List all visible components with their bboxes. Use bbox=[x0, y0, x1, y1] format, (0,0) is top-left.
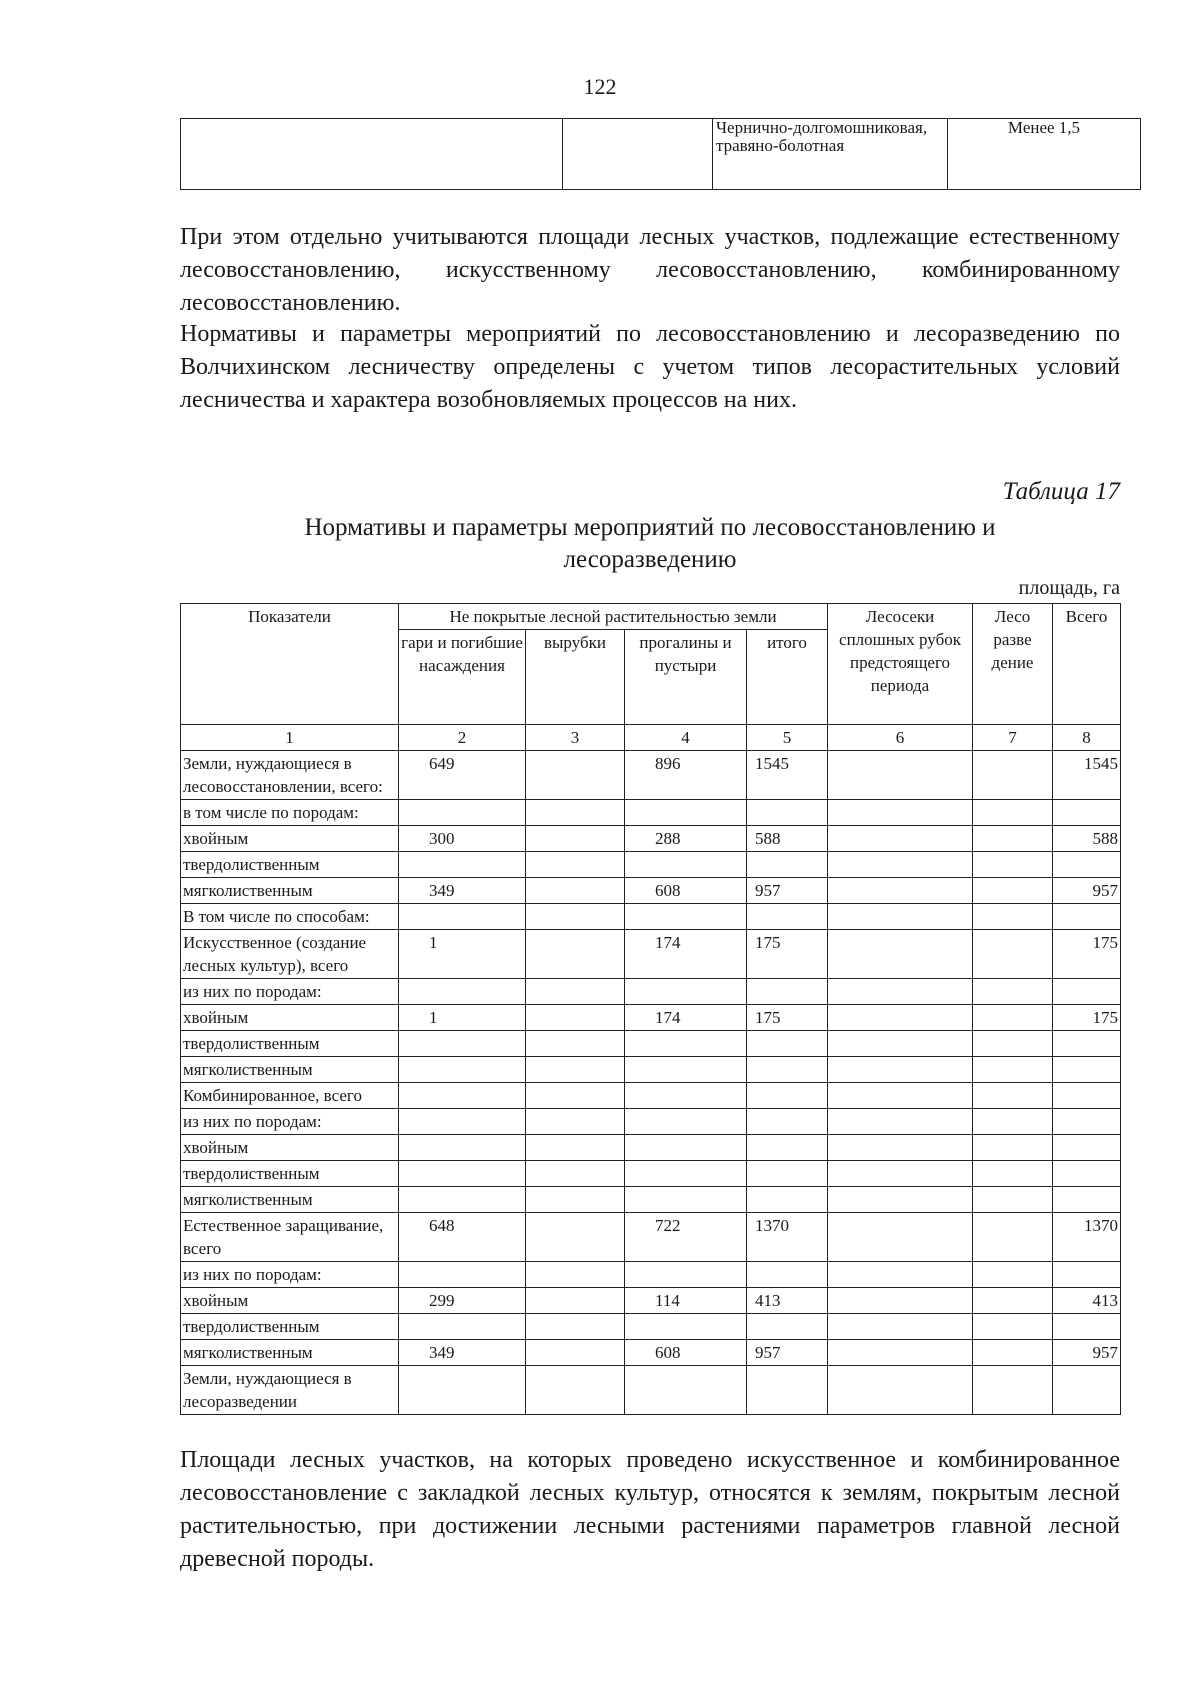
row-label: из них по породам: bbox=[181, 1262, 399, 1288]
header-not-covered: Не покрытые лесной растительностью земли bbox=[399, 604, 828, 630]
table-cell bbox=[747, 1161, 828, 1187]
table-cell: 1 bbox=[399, 1005, 526, 1031]
table-cell: 957 bbox=[747, 1340, 828, 1366]
header-clearcuts: Лесосеки сплошных рубок предстоящего периода bbox=[828, 604, 973, 725]
table-cell bbox=[973, 930, 1053, 979]
table-cell bbox=[526, 852, 625, 878]
table-cell bbox=[747, 979, 828, 1005]
row-label: хвойным bbox=[181, 1005, 399, 1031]
table-cell bbox=[1053, 1161, 1121, 1187]
table-cell bbox=[973, 852, 1053, 878]
table-cell bbox=[973, 979, 1053, 1005]
row-label: хвойным bbox=[181, 1288, 399, 1314]
table-row bbox=[181, 1262, 1121, 1288]
table-row bbox=[181, 1083, 1121, 1109]
table-cell bbox=[828, 1288, 973, 1314]
table-cell: 588 bbox=[747, 826, 828, 852]
table-cell: 649 bbox=[399, 751, 526, 800]
row-label: В том числе по способам: bbox=[181, 904, 399, 930]
table-cell bbox=[747, 1366, 828, 1415]
table-cell bbox=[747, 904, 828, 930]
table-cell: 1 bbox=[399, 930, 526, 979]
table-cell: 175 bbox=[747, 930, 828, 979]
table-cell: 957 bbox=[1053, 878, 1121, 904]
table-cell bbox=[973, 1031, 1053, 1057]
table-cell bbox=[747, 1187, 828, 1213]
table-cell: 174 bbox=[625, 1005, 747, 1031]
table-cell: 1370 bbox=[1053, 1213, 1121, 1262]
forest-type-cell: Чернично-долгомошниковая, травяно-болотная bbox=[713, 119, 948, 190]
table-cell bbox=[399, 1109, 526, 1135]
column-number: 3 bbox=[526, 725, 625, 751]
column-number: 6 bbox=[828, 725, 973, 751]
header-cuttings: вырубки bbox=[526, 630, 625, 725]
table-cell: 722 bbox=[625, 1213, 747, 1262]
table-cell bbox=[747, 852, 828, 878]
table-cell bbox=[973, 1262, 1053, 1288]
table-cell bbox=[399, 1262, 526, 1288]
table-cell bbox=[625, 979, 747, 1005]
table-cell bbox=[828, 1314, 973, 1340]
table-cell bbox=[399, 800, 526, 826]
table-cell bbox=[625, 1083, 747, 1109]
table-cell bbox=[1053, 1314, 1121, 1340]
table-cell bbox=[828, 1213, 973, 1262]
table-cell bbox=[1053, 800, 1121, 826]
table-row bbox=[181, 119, 1141, 190]
row-label: мягколиственным bbox=[181, 1187, 399, 1213]
table-cell bbox=[399, 1057, 526, 1083]
table-cell: 413 bbox=[1053, 1288, 1121, 1314]
table-cell: 957 bbox=[1053, 1340, 1121, 1366]
table-row bbox=[181, 904, 1121, 930]
table-cell bbox=[973, 1340, 1053, 1366]
table-cell bbox=[625, 1262, 747, 1288]
row-label: твердолиственным bbox=[181, 1031, 399, 1057]
table-cell bbox=[1053, 904, 1121, 930]
table-cell bbox=[828, 751, 973, 800]
table-cell bbox=[973, 1213, 1053, 1262]
row-label: твердолиственным bbox=[181, 1161, 399, 1187]
value-cell: Менее 1,5 bbox=[948, 119, 1141, 190]
table-cell bbox=[828, 1109, 973, 1135]
table-row bbox=[181, 826, 1121, 852]
table-cell bbox=[973, 800, 1053, 826]
table-cell bbox=[973, 1005, 1053, 1031]
table-cell bbox=[526, 1366, 625, 1415]
table-cell bbox=[625, 1057, 747, 1083]
table-cell bbox=[973, 1135, 1053, 1161]
table-cell bbox=[526, 1031, 625, 1057]
table-cell bbox=[828, 1187, 973, 1213]
row-label: Естественное заращивание, всего bbox=[181, 1213, 399, 1262]
table-row bbox=[181, 1366, 1121, 1415]
table-cell bbox=[973, 1109, 1053, 1135]
table-row bbox=[181, 1109, 1121, 1135]
table-cell: 957 bbox=[747, 878, 828, 904]
table-cell: 114 bbox=[625, 1288, 747, 1314]
table-cell bbox=[747, 1109, 828, 1135]
table-cell bbox=[399, 852, 526, 878]
table-cell: 608 bbox=[625, 878, 747, 904]
table-cell bbox=[828, 826, 973, 852]
table-cell: 175 bbox=[1053, 930, 1121, 979]
table-cell: 349 bbox=[399, 1340, 526, 1366]
table-cell: 413 bbox=[747, 1288, 828, 1314]
table-cell: 299 bbox=[399, 1288, 526, 1314]
table-cell bbox=[399, 1031, 526, 1057]
table-cell bbox=[526, 826, 625, 852]
table-cell bbox=[399, 1187, 526, 1213]
table-cell bbox=[747, 1083, 828, 1109]
table-cell bbox=[1053, 1057, 1121, 1083]
forest-restoration-table bbox=[180, 603, 1121, 1415]
table-cell bbox=[973, 1187, 1053, 1213]
table-row bbox=[181, 1057, 1121, 1083]
column-number: 8 bbox=[1053, 725, 1121, 751]
table-row bbox=[181, 852, 1121, 878]
table-cell bbox=[181, 119, 563, 190]
header-row bbox=[181, 604, 1121, 630]
table-cell bbox=[526, 1213, 625, 1262]
table-cell bbox=[526, 1314, 625, 1340]
paragraph-2: Нормативы и параметры мероприятий по лесовосстановлению и лесоразведению по Волчихинском лесничеству определены с учетом типов лесорастительных условий лесничества и характера возобновляемых процессов на них. bbox=[180, 321, 1120, 413]
table-cell bbox=[526, 1262, 625, 1288]
table-cell bbox=[526, 904, 625, 930]
table-cell bbox=[973, 1288, 1053, 1314]
table-number: Таблица 17 bbox=[1002, 478, 1120, 505]
table-cell: 648 bbox=[399, 1213, 526, 1262]
paragraph-1: При этом отдельно учитываются площади лесных участков, подлежащие естественному лесовосстановлению, искусственному лесовосстановлению, комбинированному лесовосстановлению. bbox=[180, 224, 1120, 316]
column-number: 2 bbox=[399, 725, 526, 751]
table-row bbox=[181, 878, 1121, 904]
row-label: мягколиственным bbox=[181, 1340, 399, 1366]
paragraph-3: Площади лесных участков, на которых проведено искусственное и комбинированное лесовосстановление с закладкой лесных культур, относятся к землям, покрытым лесной растительностью, при достижении лесными растениями параметров главной лесной древесной породы. bbox=[180, 1447, 1120, 1572]
table-cell bbox=[747, 1135, 828, 1161]
table-cell bbox=[526, 1109, 625, 1135]
table-cell bbox=[828, 852, 973, 878]
table-cell bbox=[399, 904, 526, 930]
table-cell bbox=[828, 1031, 973, 1057]
table-row bbox=[181, 930, 1121, 979]
row-label: мягколиственным bbox=[181, 878, 399, 904]
table-cell bbox=[973, 878, 1053, 904]
table-cell bbox=[1053, 1262, 1121, 1288]
table-cell bbox=[828, 1057, 973, 1083]
table-cell bbox=[625, 1135, 747, 1161]
table-cell bbox=[625, 1109, 747, 1135]
table-cell bbox=[828, 1262, 973, 1288]
table-cell bbox=[828, 1005, 973, 1031]
table-cell bbox=[1053, 1187, 1121, 1213]
table-cell bbox=[625, 852, 747, 878]
table-cell bbox=[625, 1161, 747, 1187]
table-cell bbox=[1053, 1366, 1121, 1415]
table-cell bbox=[1053, 1031, 1121, 1057]
row-label: Искусственное (создание лесных культур), всего bbox=[181, 930, 399, 979]
table-cell bbox=[828, 979, 973, 1005]
column-number: 1 bbox=[181, 725, 399, 751]
table-cell bbox=[625, 1187, 747, 1213]
row-label: в том числе по породам: bbox=[181, 800, 399, 826]
table-cell bbox=[973, 1161, 1053, 1187]
row-label: из них по породам: bbox=[181, 1109, 399, 1135]
row-label: твердолиственным bbox=[181, 1314, 399, 1340]
column-number-row bbox=[181, 725, 1121, 751]
table-cell bbox=[828, 1135, 973, 1161]
column-number: 7 bbox=[973, 725, 1053, 751]
table-row bbox=[181, 1135, 1121, 1161]
row-label: из них по породам: bbox=[181, 979, 399, 1005]
table-cell: 175 bbox=[747, 1005, 828, 1031]
header-total: Всего bbox=[1053, 604, 1121, 725]
table-cell bbox=[828, 1340, 973, 1366]
column-number: 5 bbox=[747, 725, 828, 751]
table-cell bbox=[526, 1005, 625, 1031]
table-cell: 175 bbox=[1053, 1005, 1121, 1031]
table-row bbox=[181, 1213, 1121, 1262]
table-cell bbox=[747, 1057, 828, 1083]
table-cell: 896 bbox=[625, 751, 747, 800]
table-cell bbox=[526, 1083, 625, 1109]
table-cell bbox=[526, 1161, 625, 1187]
table-cell bbox=[1053, 1083, 1121, 1109]
table-cell bbox=[625, 904, 747, 930]
table-cell bbox=[828, 878, 973, 904]
table-cell bbox=[526, 1340, 625, 1366]
table-cell bbox=[747, 1262, 828, 1288]
table-cell bbox=[399, 1161, 526, 1187]
table-cell bbox=[526, 930, 625, 979]
table-row bbox=[181, 1314, 1121, 1340]
table-cell bbox=[526, 1135, 625, 1161]
table-cell bbox=[563, 119, 713, 190]
row-label: хвойным bbox=[181, 1135, 399, 1161]
table-cell bbox=[625, 1314, 747, 1340]
table-cell: 1545 bbox=[747, 751, 828, 800]
table-cell bbox=[973, 1057, 1053, 1083]
table-cell bbox=[399, 1135, 526, 1161]
table-cell bbox=[625, 1031, 747, 1057]
table-cell: 349 bbox=[399, 878, 526, 904]
table-cell bbox=[526, 800, 625, 826]
table-row bbox=[181, 1031, 1121, 1057]
table-cell bbox=[828, 1366, 973, 1415]
page-number: 122 bbox=[583, 74, 617, 99]
table-cell bbox=[399, 1366, 526, 1415]
header-indicators: Показатели bbox=[181, 604, 399, 725]
table-cell: 174 bbox=[625, 930, 747, 979]
table-cell bbox=[747, 800, 828, 826]
table-cell: 608 bbox=[625, 1340, 747, 1366]
row-label: мягколиственным bbox=[181, 1057, 399, 1083]
table-cell bbox=[828, 930, 973, 979]
table-cell bbox=[526, 1187, 625, 1213]
table-row bbox=[181, 1340, 1121, 1366]
table-title: Нормативы и параметры мероприятий по лесовосстановлению и лесоразведению bbox=[304, 514, 996, 573]
table-row bbox=[181, 1161, 1121, 1187]
row-label: Земли, нуждающиеся в лесоразведении bbox=[181, 1366, 399, 1415]
row-label: хвойным bbox=[181, 826, 399, 852]
row-label: Земли, нуждающиеся в лесовосстановлении, всего: bbox=[181, 751, 399, 800]
table-cell: 1370 bbox=[747, 1213, 828, 1262]
header-burned: гари и погибшие насаждения bbox=[399, 630, 526, 725]
row-label: Комбинированное, всего bbox=[181, 1083, 399, 1109]
table-cell bbox=[973, 1083, 1053, 1109]
table-cell bbox=[1053, 852, 1121, 878]
table-row bbox=[181, 1288, 1121, 1314]
table-cell bbox=[399, 979, 526, 1005]
table-cell: 588 bbox=[1053, 826, 1121, 852]
table-cell bbox=[399, 1314, 526, 1340]
column-number: 4 bbox=[625, 725, 747, 751]
table-cell: 300 bbox=[399, 826, 526, 852]
header-afforestation: Лесо разве дение bbox=[973, 604, 1053, 725]
table-cell bbox=[526, 1288, 625, 1314]
table-cell bbox=[526, 979, 625, 1005]
table-cell bbox=[526, 878, 625, 904]
table-cell bbox=[747, 1031, 828, 1057]
table-row bbox=[181, 751, 1121, 800]
table-cell bbox=[973, 1366, 1053, 1415]
table-cell bbox=[526, 1057, 625, 1083]
table-cell bbox=[828, 1083, 973, 1109]
table-cell bbox=[973, 904, 1053, 930]
table-row bbox=[181, 1187, 1121, 1213]
table-row bbox=[181, 800, 1121, 826]
table-unit: площадь, га bbox=[1018, 577, 1120, 599]
table-cell bbox=[828, 904, 973, 930]
table-cell bbox=[1053, 1109, 1121, 1135]
header-subtotal: итого bbox=[747, 630, 828, 725]
table-row bbox=[181, 1005, 1121, 1031]
table-cell bbox=[828, 1161, 973, 1187]
table-cell bbox=[828, 800, 973, 826]
table-cell bbox=[973, 826, 1053, 852]
table-cell bbox=[747, 1314, 828, 1340]
table-cell: 1545 bbox=[1053, 751, 1121, 800]
table-cell bbox=[973, 1314, 1053, 1340]
table-row bbox=[181, 979, 1121, 1005]
table-cell bbox=[625, 1366, 747, 1415]
row-label: твердолиственным bbox=[181, 852, 399, 878]
table-cell bbox=[1053, 979, 1121, 1005]
table-cell: 288 bbox=[625, 826, 747, 852]
table-cell bbox=[973, 751, 1053, 800]
table-cell bbox=[1053, 1135, 1121, 1161]
header-glades: прогалины и пустыри bbox=[625, 630, 747, 725]
table-cell bbox=[625, 800, 747, 826]
continued-table bbox=[180, 118, 1141, 190]
table-cell bbox=[526, 751, 625, 800]
table-cell bbox=[399, 1083, 526, 1109]
